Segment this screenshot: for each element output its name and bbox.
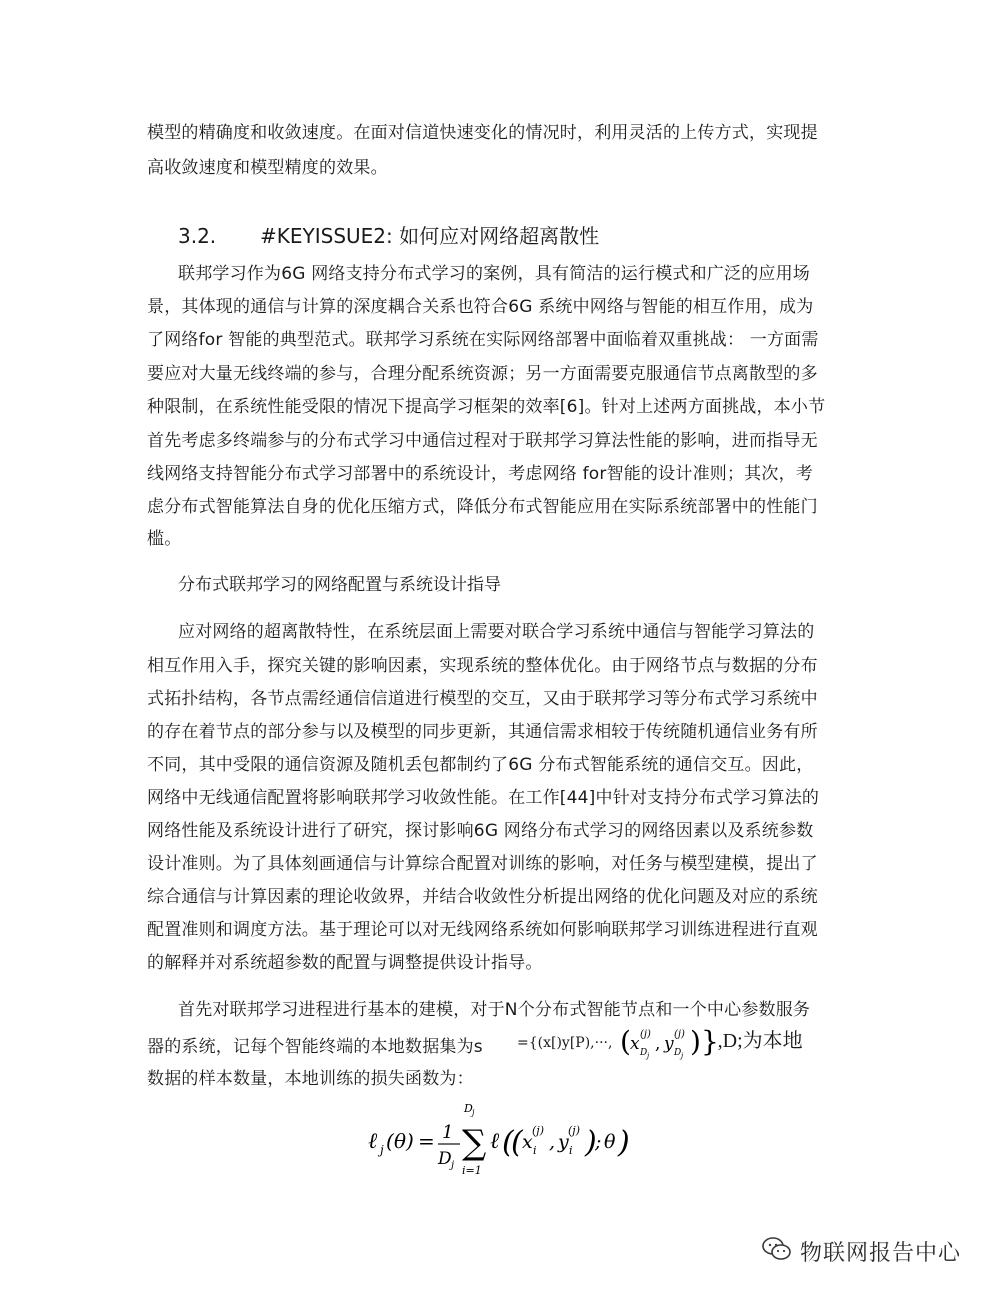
loss-function-formula xyxy=(368,1098,638,1178)
svg-text:i: i xyxy=(533,1144,537,1157)
svg-text:θ: θ xyxy=(394,1129,407,1153)
svg-text:x: x xyxy=(629,1033,640,1054)
svg-text:j: j xyxy=(451,1160,455,1171)
paragraph-line: 设计准则。为了具体刻画通信与计算综合配置对训练的影响，对任务与模型建模，提出了 xyxy=(147,854,818,874)
svg-text:i: i xyxy=(569,1144,573,1157)
svg-text:i=1: i=1 xyxy=(462,1164,482,1177)
svg-text:j: j xyxy=(472,1108,475,1117)
paragraph-line: 的存在着节点的部分参与以及模型的同步更新，其通信需求相较于传统随机通信业务有所 xyxy=(147,722,818,742)
paragraph-line: 要应对大量无线终端的参与，合理分配系统资源；另一方面需要克服通信节点离散型的多 xyxy=(147,364,818,384)
svg-text:∑: ∑ xyxy=(462,1123,487,1163)
svg-text:D: D xyxy=(673,1047,681,1058)
svg-text:(j): (j) xyxy=(532,1124,544,1137)
svg-text:,: , xyxy=(549,1131,556,1153)
subsection-title: 分布式联邦学习的网络配置与系统设计指导 xyxy=(178,575,501,595)
svg-text:): ) xyxy=(689,1024,701,1058)
paragraph-line: 景，其体现的通信与计算的深度耦合关系也符合6G 系统中网络与智能的相互作用，成为 xyxy=(147,297,814,317)
paragraph-line: 式拓扑结构，各节点需经通信信道进行模型的交互，又由于联邦学习等分布式学习系统中 xyxy=(147,689,818,709)
paragraph-line: 综合通信与计算因素的理论收敛界，并结合收敛性分析提出网络的优化问题及对应的系统 xyxy=(147,887,818,907)
paragraph-line: 虑分布式智能算法自身的优化压缩方式，降低分布式智能应用在实际系统部署中的性能门 xyxy=(147,497,818,517)
svg-text:D: D xyxy=(464,1102,473,1115)
svg-text:ℓ: ℓ xyxy=(490,1129,500,1154)
paragraph-line: 模型的精确度和收敛速度。在面对信道快速变化的情况时，利用灵活的上传方式，实现提 xyxy=(147,123,818,143)
paragraph-line: 首先对联邦学习进程进行基本的建模，对于N个分布式智能节点和一个中心参数服务 xyxy=(178,1000,811,1020)
svg-text:y: y xyxy=(558,1131,569,1153)
paragraph-line: 槛。 xyxy=(147,529,182,549)
inline-tail-text: ,D;为本地 xyxy=(717,1030,803,1052)
wechat-icon xyxy=(762,1236,792,1266)
svg-text:(j): (j) xyxy=(639,1028,651,1040)
inline-set-text: ={(x[)y[P),···, xyxy=(517,1035,613,1051)
svg-text:y: y xyxy=(663,1033,674,1054)
svg-text:(j): (j) xyxy=(673,1028,685,1040)
paragraph-line: 网络性能及系统设计进行了研究，探讨影响6G 网络分布式学习的网络因素以及系统参数 xyxy=(147,821,814,841)
paragraph-line: 网络中无线通信配置将影响联邦学习收敛性能。在工作[44]中针对支持分布式学习算法的 xyxy=(147,788,820,808)
paragraph-line: 首先考虑多终端参与的分布式学习中通信过程对于联邦学习算法性能的影响，进而指导无 xyxy=(147,431,818,451)
paragraph-line: 配置准则和调度方法。基于理论可以对无线网络系统如何影响联邦学习训练进程进行直观 xyxy=(147,920,818,940)
svg-text:(: ( xyxy=(386,1129,394,1153)
paragraph-line: 线网络支持智能分布式学习部署中的系统设计，考虑网络 for智能的设计准则；其次，考 xyxy=(147,464,813,484)
svg-text:,: , xyxy=(654,1033,660,1054)
section-title: #KEYISSUE2: 如何应对网络超离散性 xyxy=(260,224,600,248)
paragraph-line: 相互作用入手，探究关键的影响因素，实现系统的整体优化。由于网络节点与数据的分布 xyxy=(147,656,818,676)
svg-text:): ) xyxy=(618,1125,630,1160)
svg-text:x: x xyxy=(522,1131,533,1153)
paragraph-line: 的解释并对系统超参数的配置与调整提供设计指导。 xyxy=(147,953,543,973)
inline-tuple-math xyxy=(618,1024,719,1061)
svg-text:(: ( xyxy=(511,1125,523,1160)
paragraph-line: 种限制，在系统性能受限的情况下提高学习框架的效率[6]。针对上述两方面挑战，本小节 xyxy=(147,397,826,417)
svg-text:(j): (j) xyxy=(568,1124,580,1137)
svg-text:=: = xyxy=(418,1129,435,1153)
paragraph-line: 不同，其中受限的通信资源及随机丢包都制约了6G 分布式智能系统的通信交互。因此， xyxy=(147,755,814,775)
svg-text:D: D xyxy=(639,1047,647,1058)
svg-text:j: j xyxy=(680,1051,683,1060)
svg-text:θ: θ xyxy=(604,1131,616,1153)
svg-text:): ) xyxy=(585,1125,597,1160)
svg-text:1: 1 xyxy=(442,1122,454,1143)
svg-text:ℓ: ℓ xyxy=(368,1129,378,1154)
watermark-text: 物联网报告中心 xyxy=(800,1240,962,1266)
paragraph-line: 应对网络的超离散特性，在系统层面上需要对联合学习系统中通信与智能学习算法的 xyxy=(178,622,815,642)
section-heading xyxy=(178,224,599,248)
section-number: 3.2. xyxy=(178,224,217,248)
paragraph-line: 联邦学习作为6G 网络支持分布式学习的案例，具有简洁的运行模式和广泛的应用场 xyxy=(178,264,810,284)
svg-text:}: } xyxy=(700,1024,719,1058)
svg-text:(: ( xyxy=(619,1024,631,1058)
inline-dataset-formula xyxy=(517,1024,803,1061)
paragraph-line: 数据的样本数量，本地训练的损失函数为： xyxy=(147,1069,474,1089)
watermark xyxy=(762,1234,961,1268)
svg-text:D: D xyxy=(438,1149,452,1169)
paragraph-line: 了网络for 智能的典型范式。联邦学习系统在实际网络部署中面临着双重挑战： 一方面需 xyxy=(147,330,819,350)
svg-text:(: ( xyxy=(502,1125,514,1160)
svg-text:;: ; xyxy=(595,1131,602,1153)
svg-text:j: j xyxy=(646,1051,649,1060)
svg-text:): ) xyxy=(406,1129,414,1153)
paragraph-line: 高收敛速度和模型精度的效果。 xyxy=(147,158,388,178)
paragraph-line: 器的系统，记每个智能终端的本地数据集为s xyxy=(147,1037,483,1057)
svg-text:j: j xyxy=(380,1143,384,1157)
